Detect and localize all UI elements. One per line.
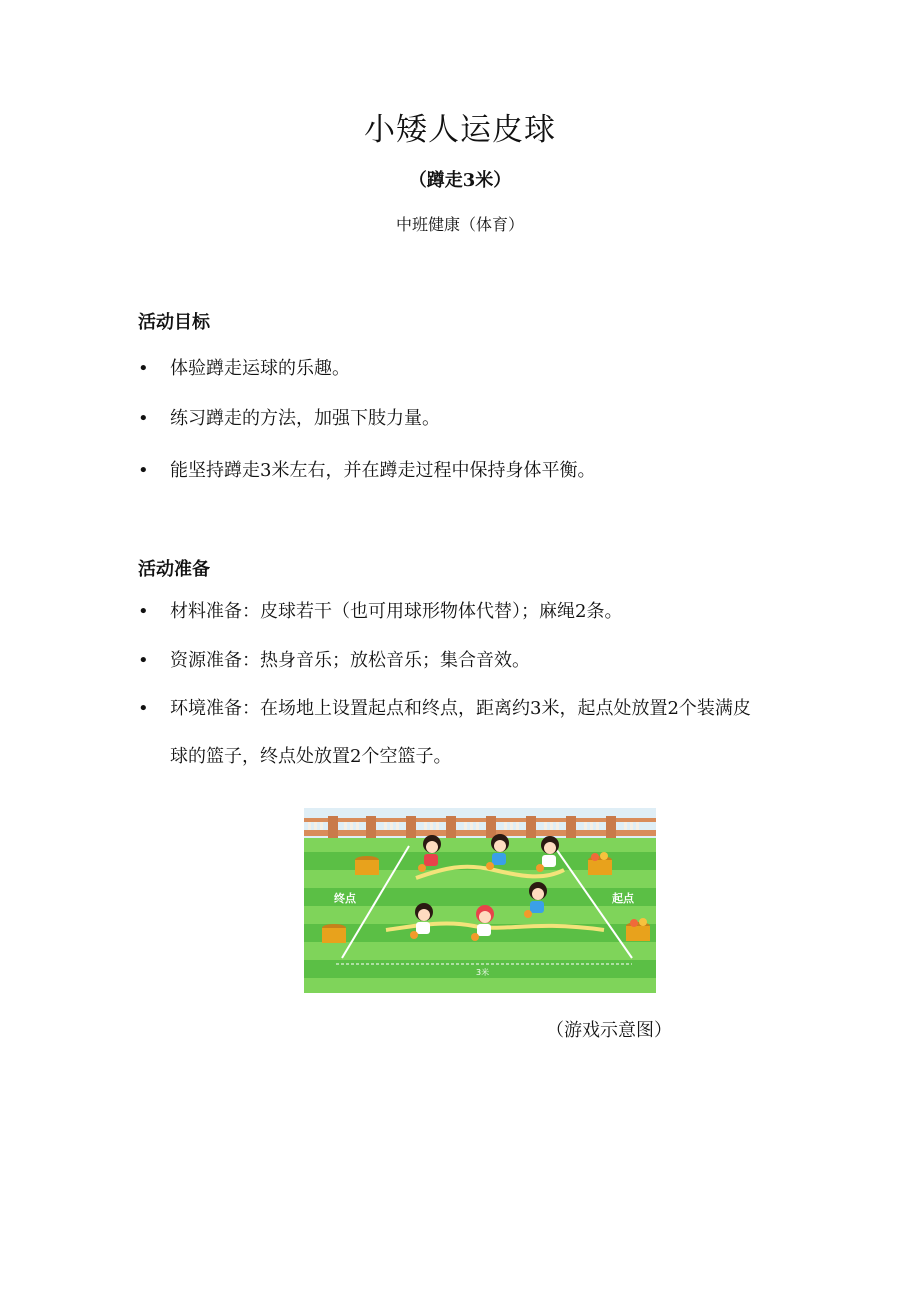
bullet-icon: • [138,601,149,622]
figure-caption: （游戏示意图） [546,1020,672,1041]
goals-heading: 活动目标 [138,312,210,333]
page-subtitle: （蹲走3米） [408,170,512,191]
bullet-icon: • [138,460,149,481]
prep-heading: 活动准备 [138,559,210,580]
start-point-label: 起点 [612,892,634,905]
end-point-label: 终点 [334,892,356,905]
bullet-icon: • [138,358,149,379]
bullet-icon: • [138,650,149,671]
game-illustration [304,808,656,993]
bullet-icon: • [138,408,149,429]
page-title: 小矮人运皮球 [364,112,556,148]
field-drawing [304,808,656,993]
grade-subject: 中班健康（体育） [395,215,524,234]
bullet-icon: • [138,698,149,719]
distance-label: 3米 [476,968,490,977]
